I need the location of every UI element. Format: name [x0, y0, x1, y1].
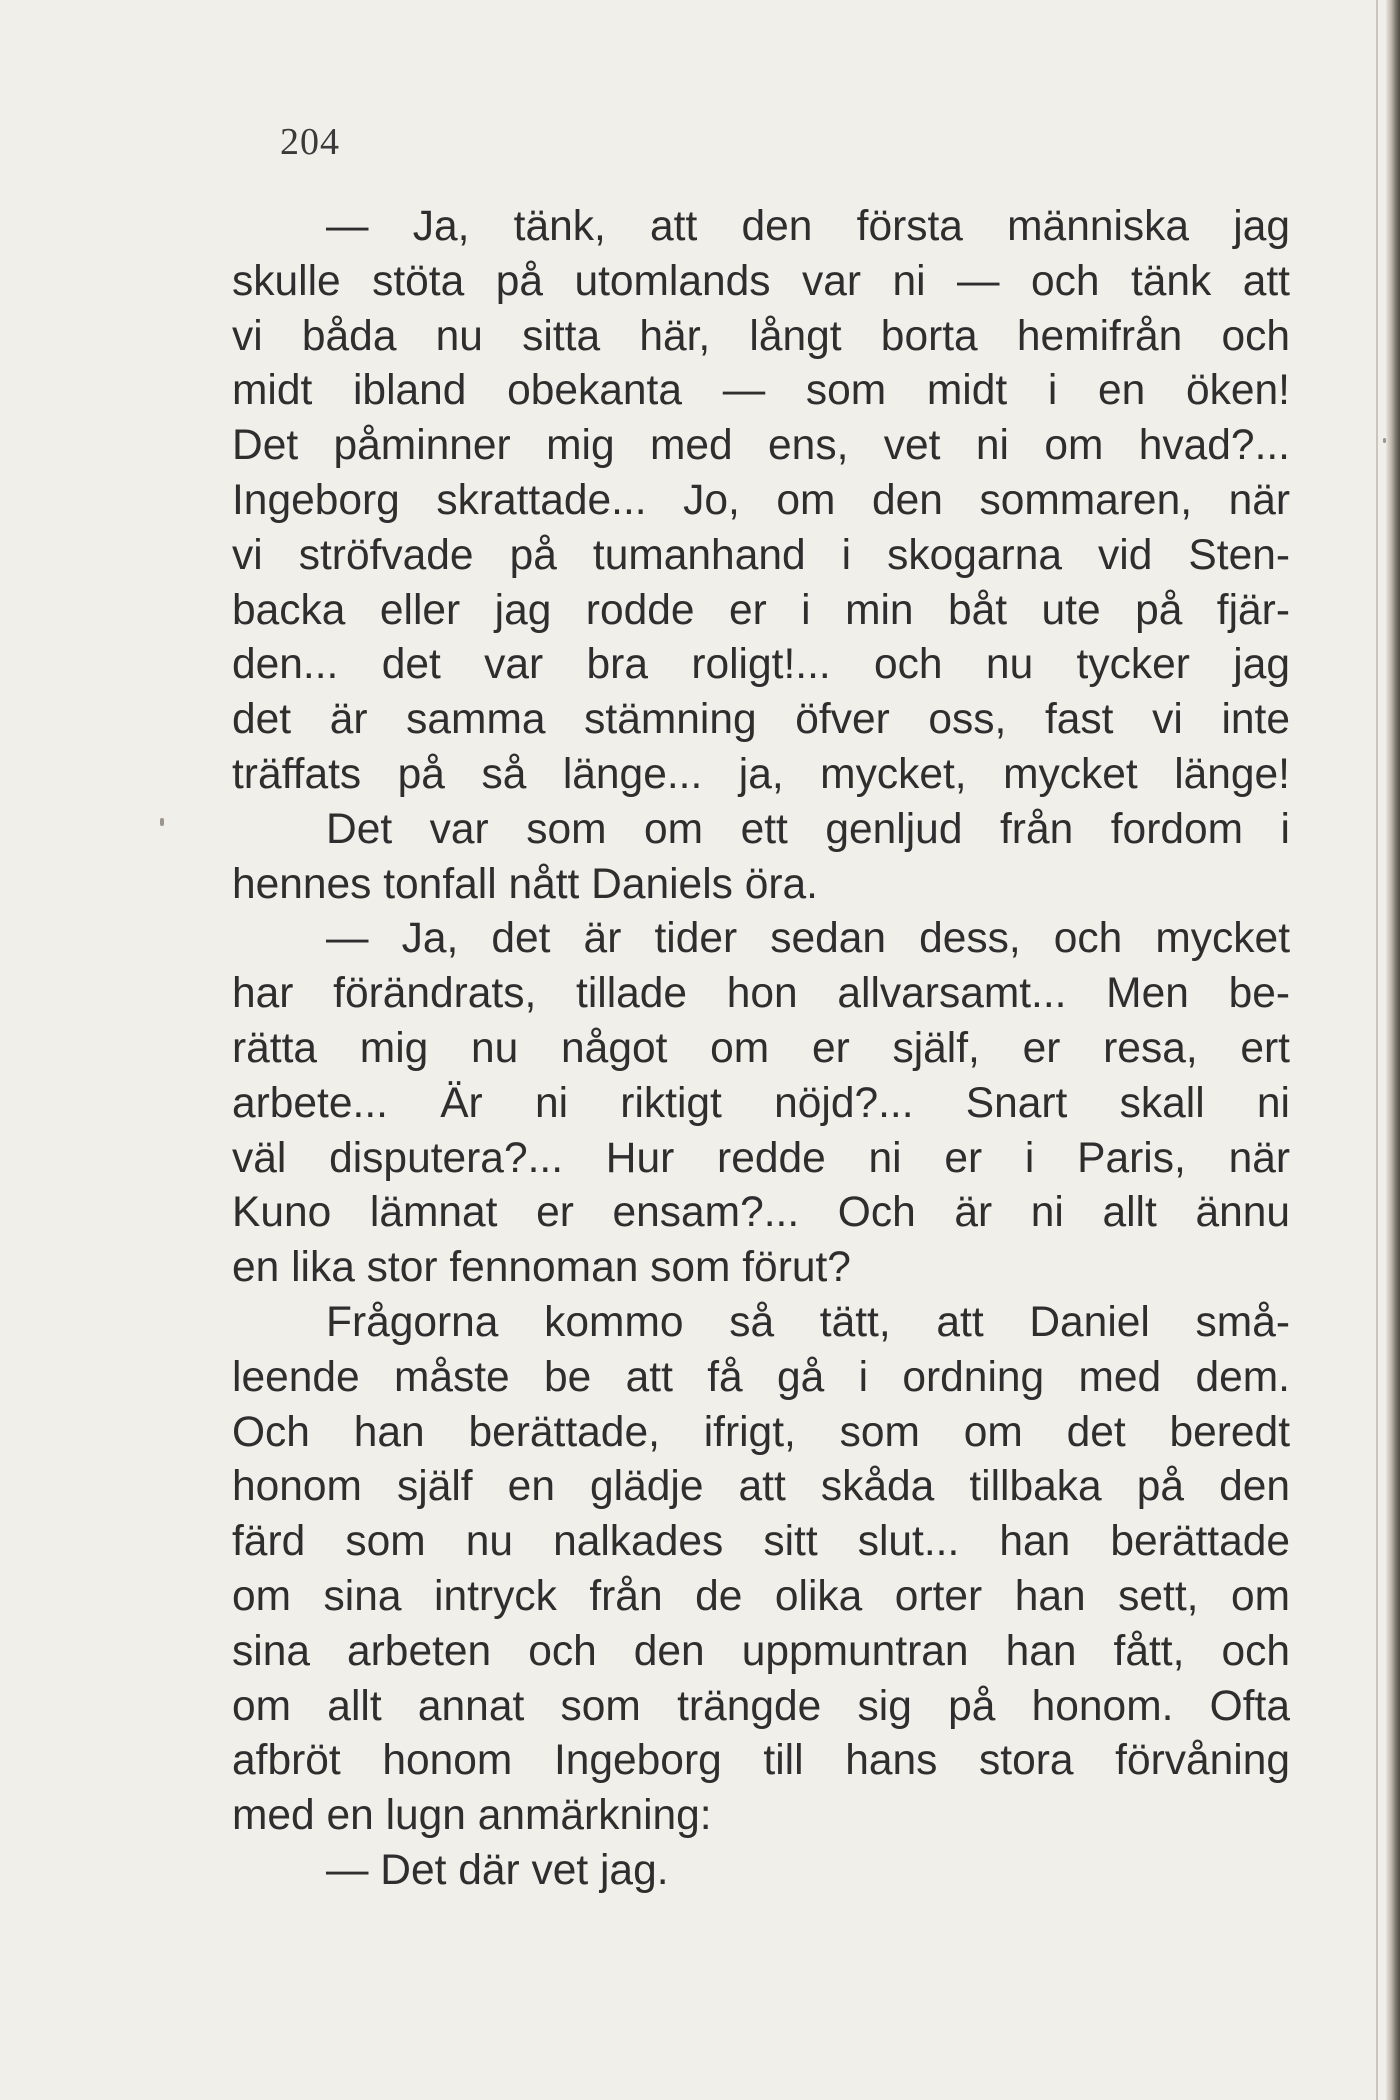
- body-text: [232, 200, 1290, 1899]
- text-line: Och han berättade, ifrigt, som om det beredt: [232, 1408, 1290, 1456]
- text-line: träffats på så länge... ja, mycket, mycket länge!: [232, 750, 1290, 798]
- text-line: — Det där vet jag.: [326, 1846, 669, 1894]
- text-line: arbete... Är ni riktigt nöjd?... Snart skall ni: [232, 1079, 1290, 1127]
- page-number: 204: [280, 121, 340, 163]
- text-line: väl disputera?... Hur redde ni er i Paris, när: [232, 1134, 1290, 1182]
- text-line: afbröt honom Ingeborg till hans stora förvåning: [232, 1737, 1290, 1785]
- text-line: Ingeborg skrattade... Jo, om den sommaren, när: [232, 476, 1290, 524]
- text-line: honom själf en glädje att skåda tillbaka på den: [232, 1463, 1290, 1511]
- text-line: den... det var bra roligt!... och nu tycker jag: [232, 641, 1290, 689]
- text-line: Frågorna kommo så tätt, att Daniel små-: [326, 1298, 1290, 1346]
- text-line: — Ja, det är tider sedan dess, och mycket: [326, 915, 1290, 963]
- page-edge-line: [1376, 0, 1378, 2100]
- text-line: Kuno lämnat er ensam?... Och är ni allt ännu: [232, 1189, 1290, 1237]
- text-line: vi ströfvade på tumanhand i skogarna vid Sten-: [232, 531, 1290, 579]
- text-line: färd som nu nalkades sitt slut... han berättade: [232, 1518, 1290, 1566]
- text-line: midt ibland obekanta — som midt i en öken!: [232, 367, 1290, 415]
- text-line: det är samma stämning öfver oss, fast vi inte: [232, 696, 1290, 744]
- text-line: en lika stor fennoman som förut?: [232, 1244, 851, 1292]
- paper-speck: [1383, 438, 1386, 443]
- text-line: skulle stöta på utomlands var ni — och tänk att: [232, 257, 1290, 305]
- text-line: Det var som om ett genljud från fordom i: [326, 805, 1290, 853]
- book-spine-shadow: [1386, 0, 1400, 2100]
- text-line: hennes tonfall nått Daniels öra.: [232, 860, 818, 908]
- text-line: leende måste be att få gå i ordning med dem.: [232, 1353, 1290, 1401]
- text-line: om sina intryck från de olika orter han sett, om: [232, 1572, 1290, 1620]
- text-line: om allt annat som trängde sig på honom. Ofta: [232, 1682, 1290, 1730]
- text-line: Det påminner mig med ens, vet ni om hvad?...: [232, 422, 1290, 470]
- text-line: har förändrats, tillade hon allvarsamt... Men be-: [232, 970, 1290, 1018]
- text-line: — Ja, tänk, att den första människa jag: [326, 203, 1290, 250]
- text-line: vi båda nu sitta här, långt borta hemifrån och: [232, 312, 1290, 360]
- text-line: sina arbeten och den uppmuntran han fått, och: [232, 1627, 1290, 1675]
- text-line: backa eller jag rodde er i min båt ute på fjär-: [232, 586, 1290, 634]
- text-line: rätta mig nu något om er själf, er resa, ert: [232, 1024, 1290, 1072]
- text-line: med en lugn anmärkning:: [232, 1792, 712, 1840]
- paper-speck: [160, 818, 164, 826]
